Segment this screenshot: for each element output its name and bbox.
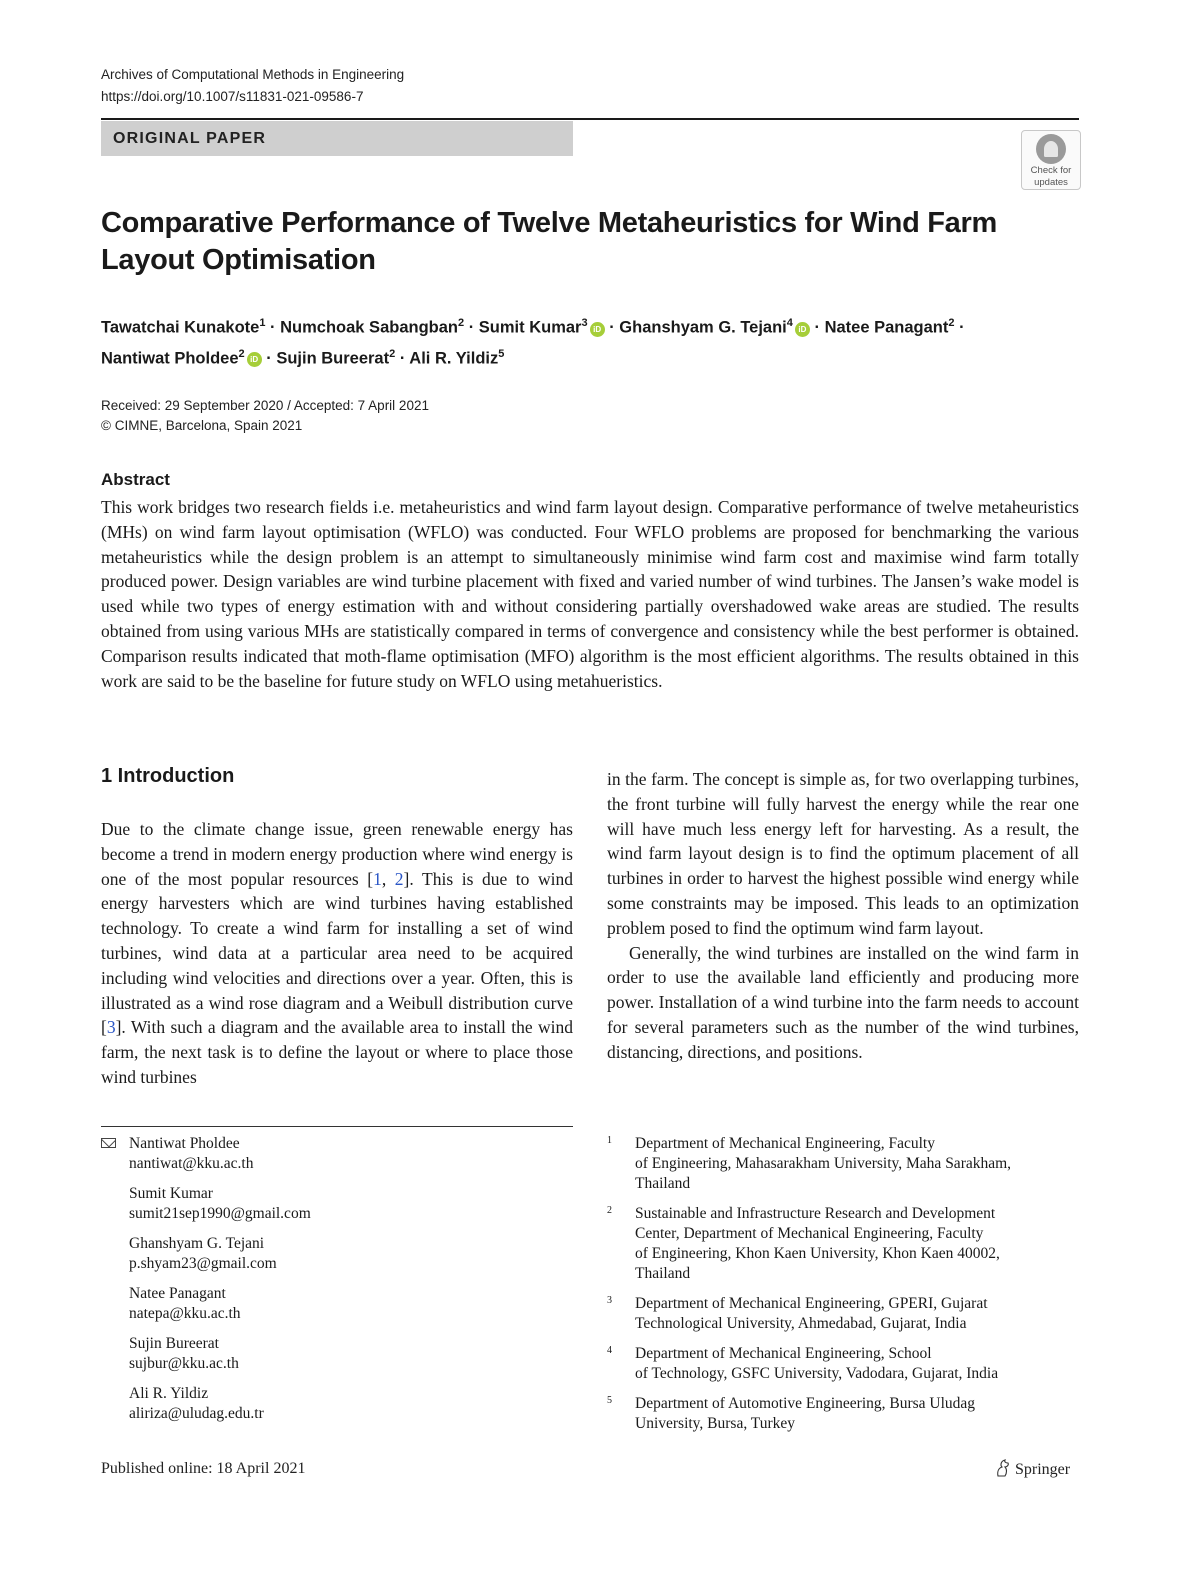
author-separator: · bbox=[395, 349, 410, 367]
author-separator: · bbox=[604, 318, 620, 337]
author-separator: · bbox=[265, 318, 281, 337]
citation-link[interactable]: 3 bbox=[106, 1017, 116, 1038]
publisher-logo bbox=[995, 1459, 1070, 1479]
contact-email[interactable]: sujbur@kku.ac.th bbox=[129, 1355, 239, 1372]
citation-separator: , bbox=[381, 868, 395, 889]
header-rule bbox=[101, 118, 1079, 120]
title-line-1: Comparative Performance of Twelve Metaheuristics for Wind Farm bbox=[101, 207, 997, 239]
journal-name: Archives of Computational Methods in Engineering bbox=[101, 67, 405, 82]
title-line-2: Layout Optimisation bbox=[101, 244, 376, 276]
check-updates-line2: updates bbox=[1034, 177, 1068, 188]
affiliation-number: 5 bbox=[607, 1395, 612, 1406]
author-name[interactable]: Nantiwat Pholdee bbox=[101, 349, 239, 367]
section-label-band bbox=[101, 121, 573, 156]
author-name[interactable]: Sumit Kumar bbox=[478, 318, 582, 337]
author-name[interactable]: Tawatchai Kunakote bbox=[101, 318, 260, 337]
affiliation-entry bbox=[607, 1394, 1079, 1434]
affiliation-number: 4 bbox=[607, 1345, 612, 1356]
check-updates-line1: Check for bbox=[1030, 165, 1072, 176]
affiliation-number: 3 bbox=[607, 1295, 612, 1306]
envelope-icon bbox=[101, 1138, 116, 1148]
intro-text: ]. With such a diagram and the available area to install the wind farm, the next task is to define the layout or where to place those wind turbines bbox=[101, 1017, 573, 1087]
author-name[interactable]: Numchoak Sabangban bbox=[280, 318, 458, 337]
author-affiliation-number: 2 bbox=[458, 317, 465, 329]
abstract-heading: Abstract bbox=[101, 470, 170, 489]
contact-email[interactable]: aliriza@uludag.edu.tr bbox=[129, 1405, 264, 1422]
affiliations bbox=[607, 1134, 1079, 1444]
paper-title bbox=[101, 205, 1001, 279]
intro-right-column bbox=[607, 767, 1079, 1065]
citation-link[interactable]: 2 bbox=[394, 868, 404, 889]
intro-text: Due to the climate change issue, green renewable energy has become a trend in modern energy production where wind energy is one of the most popular resources [ bbox=[101, 819, 573, 889]
published-date: Published online: 18 April 2021 bbox=[101, 1460, 306, 1477]
contact-name: Natee Panagant bbox=[129, 1285, 226, 1302]
affiliation-entry bbox=[607, 1134, 1079, 1194]
affiliation-line: Center, Department of Mechanical Engineering, Faculty bbox=[635, 1225, 984, 1242]
abstract-text: This work bridges two research fields i.e. metaheuristics and wind farm layout design. Comparative performance of twelve metaheuristics (MHs) on wind farm layout optimisation (WFLO) was conducted. Four WFLO problems are proposed for benchmarking the various metaheuristics while the design problem is an attempt to simultaneously minimise wind farm cost and maximise wind farm totally produced power. Design variables are wind turbine placement with fixed and varied number of wind turbines. The Jansen’s wake model is used while two types of energy estimation with and without considering partially overshadowed wake areas are studied. The results obtained from using various MHs are statistically compared in terms of convergence and consistency while the best performer is obtained. Comparison results indicated that moth-flame optimisation (MFO) algorithm is the most efficient algorithms. The results obtained in this work are said to be the baseline for future study on WFLO using metahueristics. bbox=[101, 497, 1079, 691]
author-separator: · bbox=[954, 318, 965, 337]
contact-entry bbox=[101, 1184, 573, 1224]
citation-link[interactable]: 1 bbox=[373, 868, 382, 889]
orcid-icon[interactable]: iD bbox=[247, 352, 262, 367]
intro-paragraph: in the farm. The concept is simple as, for two overlapping turbines, the front turbine will fully harvest the energy while the rear one will have much less energy left for harvesting. As a result, the wind farm layout design is to find the optimum placement of all turbines in order to harvest the highest possible wind energy while some constraints may be imposed. This leads to an optimization problem posed to find the optimum wind farm layout. bbox=[607, 769, 1079, 938]
affiliation-entry bbox=[607, 1344, 1079, 1384]
contact-name: Nantiwat Pholdee bbox=[129, 1135, 240, 1152]
author-affiliation-number: 5 bbox=[498, 347, 505, 360]
publisher-name: Springer bbox=[1015, 1461, 1071, 1478]
section-label: ORIGINAL PAPER bbox=[113, 130, 267, 147]
contact-name: Sumit Kumar bbox=[129, 1185, 213, 1202]
author-affiliation-number: 2 bbox=[389, 347, 396, 360]
affiliation-number: 1 bbox=[607, 1135, 612, 1146]
contact-name: Sujin Bureerat bbox=[129, 1335, 219, 1352]
check-for-updates-button[interactable] bbox=[1021, 130, 1081, 190]
springer-horse-icon bbox=[995, 1459, 1011, 1477]
contact-name: Ali R. Yildiz bbox=[129, 1385, 209, 1402]
intro-left-column bbox=[101, 817, 573, 1090]
orcid-icon[interactable]: iD bbox=[590, 322, 605, 337]
author-separator: · bbox=[464, 318, 479, 337]
affiliation-line: Sustainable and Infrastructure Research and Development bbox=[635, 1205, 996, 1222]
author-affiliation-number: 4 bbox=[786, 317, 793, 329]
affiliation-line: Technological University, Ahmedabad, Gujarat, India bbox=[635, 1315, 967, 1332]
affiliation-line: of Technology, GSFC University, Vadodara, Gujarat, India bbox=[635, 1365, 999, 1382]
affiliation-number: 2 bbox=[607, 1205, 612, 1216]
author-name[interactable]: Sujin Bureerat bbox=[276, 349, 390, 367]
orcid-icon[interactable]: iD bbox=[795, 322, 810, 337]
contact-entry bbox=[101, 1384, 573, 1424]
intro-text: ]. This is due to wind energy harvesters which are wind turbines having established technology. To create a wind farm for installing a set of wind turbines, wind data at a particular area need to be acquired including wind velocities and directions over a year. Often, this is illustrated as a wind rose diagram and a Weibull distribution curve [ bbox=[101, 868, 573, 1038]
affiliation-line: Department of Mechanical Engineering, School bbox=[635, 1345, 932, 1362]
author-list bbox=[101, 310, 1079, 371]
author-separator: · bbox=[809, 318, 825, 337]
author-affiliation-number: 3 bbox=[581, 317, 588, 329]
author-name[interactable]: Ali R. Yildiz bbox=[409, 349, 499, 367]
corresponding-contacts bbox=[101, 1134, 573, 1434]
author-affiliation-number: 2 bbox=[238, 347, 245, 360]
doi-link[interactable]: https://doi.org/10.1007/s11831-021-09586-7 bbox=[101, 89, 364, 104]
copyright: © CIMNE, Barcelona, Spain 2021 bbox=[101, 418, 303, 433]
contact-email[interactable]: sumit21sep1990@gmail.com bbox=[129, 1205, 311, 1222]
contact-entry bbox=[101, 1284, 573, 1324]
author-name[interactable]: Natee Panagant bbox=[824, 318, 949, 337]
contact-entry bbox=[101, 1334, 573, 1374]
affiliation-line: Thailand bbox=[635, 1265, 691, 1282]
affiliation-line: Department of Mechanical Engineering, GPERI, Gujarat bbox=[635, 1295, 988, 1312]
contact-name: Ghanshyam G. Tejani bbox=[129, 1235, 265, 1252]
affiliation-line: Thailand bbox=[635, 1175, 691, 1192]
author-name[interactable]: Ghanshyam G. Tejani bbox=[619, 318, 787, 337]
affiliation-line: of Engineering, Mahasarakham University, Maha Sarakham, bbox=[635, 1155, 1012, 1172]
received-accepted: Received: 29 September 2020 / Accepted: 7 April 2021 bbox=[101, 398, 429, 413]
affiliation-line: Department of Mechanical Engineering, Faculty bbox=[635, 1135, 935, 1152]
affiliation-line: Department of Automotive Engineering, Bursa Uludag bbox=[635, 1395, 976, 1412]
contact-email[interactable]: natepa@kku.ac.th bbox=[129, 1305, 241, 1322]
author-affiliation-number: 1 bbox=[259, 317, 266, 329]
author-affiliation-number: 2 bbox=[948, 317, 955, 329]
section-heading-introduction: 1 Introduction bbox=[101, 765, 235, 787]
affiliation-line: University, Bursa, Turkey bbox=[635, 1415, 796, 1432]
journal-header bbox=[101, 64, 404, 108]
crossmark-icon bbox=[1036, 134, 1066, 164]
contact-email[interactable]: nantiwat@kku.ac.th bbox=[129, 1155, 254, 1172]
contact-entry bbox=[101, 1234, 573, 1274]
intro-paragraph: Generally, the wind turbines are installed on the wind farm in order to use the available land efficiently and producing more power. Installation of a wind turbine into the farm needs to account for several parameters such as the number of the wind turbines, distancing, directions, and positions. bbox=[607, 942, 1079, 1062]
contact-entry bbox=[101, 1134, 573, 1174]
contact-email[interactable]: p.shyam23@gmail.com bbox=[129, 1255, 277, 1272]
affiliation-line: of Engineering, Khon Kaen University, Khon Kaen 40002, bbox=[635, 1245, 1000, 1262]
dates-block bbox=[101, 396, 429, 436]
author-separator: · bbox=[261, 349, 277, 367]
affiliation-entry bbox=[607, 1294, 1079, 1334]
footnote-rule bbox=[101, 1126, 573, 1127]
affiliation-entry bbox=[607, 1204, 1079, 1284]
